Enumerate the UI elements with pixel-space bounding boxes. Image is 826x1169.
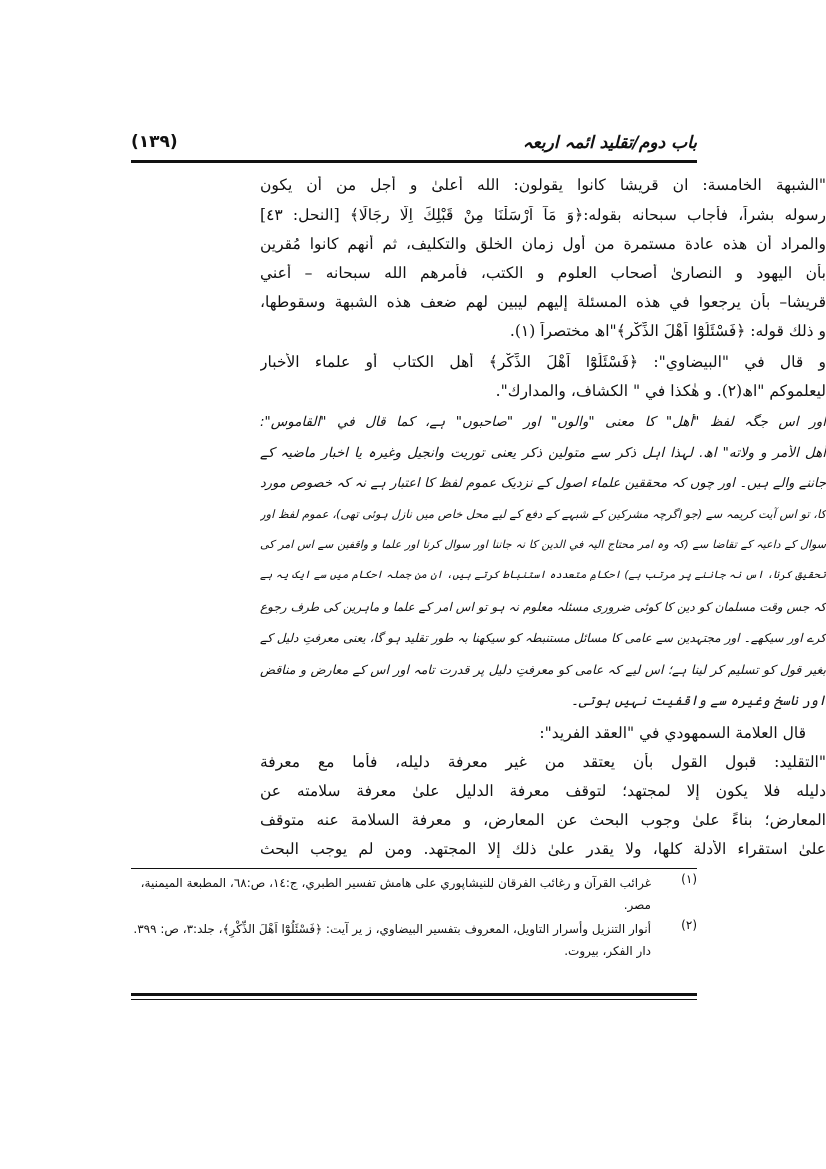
text-line: رسوله بشراً، فأجاب سبحانه بقوله:﴿وَ مَآ اَرْسَلْنَا مِنْ قَبْلِكَ اِلَّا رِجَالًا﴾ [النحل: ٤٣] — [260, 206, 826, 224]
text-line: بأن اليهود و النصارىٰ أصحاب العلوم و الكتب، فأمرهم الله سبحانه – أعني — [260, 264, 826, 282]
chapter-title: باب دوم/تقلید ائمہ اربعہ — [522, 133, 697, 153]
text-line: دليله فلا يكون إلا لمجتهد؛ لتوقف معرفة الدليل علىٰ معرفة سلامته عن — [260, 782, 826, 800]
text-line: أهل الأمر و ولاته" اھ. لہذا اہل ذکر سے متولین ذکر یعنی توریت وانجیل وغیرہ یا اخبار ماضیہ کے — [260, 445, 826, 461]
footnote-number: (٢) — [681, 918, 697, 932]
text-line: و قال في "البيضاوي": ﴿فَسْئَلُوْٓا اَهْلَ الذِّكْرِ﴾ أهل الكتاب أو علماء الأخبار — [260, 353, 826, 371]
text-line: بغیر قول کو تسلیم کر لینا ہے؛ اس لیے کہ عامی کو معرفتِ دلیل پر قدرت تامہ اور اس کے معارض و مناقض — [260, 662, 826, 677]
page-header — [131, 130, 697, 158]
footer-rule-thick — [131, 993, 697, 996]
text-line: کہ جس وقت مسلمان کو دین کا کوئی ضروری مسئلہ معلوم نہ ہو تو اس امر کے علما و ماہرین کی طرف رجوع — [260, 600, 826, 614]
text-line: ليعلموكم "اھ(٢). و هٰكذا في " الكشاف، والمدارك". — [495, 382, 826, 400]
footer-rule-thin — [131, 999, 697, 1000]
text-line: المعارض؛ بناءً علىٰ وجوب البحث عن المعارض، و معرفة السلامة عنه متوقف — [260, 811, 826, 829]
text-line: سوال کے داعیہ کے تقاضا سے (کہ وہ امر محتاج الیہ في الدین کا نہ جاننا اور سوال کرنا اور علما و واقفین سے اس امر کی — [260, 538, 826, 551]
footnote-text: أنوار التنزيل وأسرار التاويل، المعروف بتفسير البيضاوي، ز ير آيت: ﴿فَسْئَلُوْٓا اَهْلَ الذِّكْرِ﴾، جلد:٣، ص: ٣٩٩. دار الفكر، بيروت. — [133, 922, 651, 958]
text-line: قريشا– بأن يرجعوا في هذه المسئلة إليهم ليبين لهم ضعف هذه الشبهة وسقوطها، — [260, 293, 826, 311]
footnote — [131, 918, 697, 962]
text-line: کا، تو اس آیت کریمہ سے (جو اگرچہ مشرکین کے شبہے کے دفع کے لیے محل خاص میں نازل ہوئی تھی)، عموم لفظ اور — [260, 507, 826, 521]
text-line: اور اس جگہ لفظ "أهل" کا معنی "والوں" اور "صاحبوں" ہے، کما قال في "القاموس": — [260, 414, 826, 430]
text-line: "الشبهة الخامسة: ان قريشا كانوا يقولون: الله أعلىٰ و أجل من أن يكون — [260, 176, 826, 194]
footnote-number: (١) — [681, 872, 697, 886]
text-baseline-rule — [131, 868, 697, 869]
footnote — [131, 872, 697, 916]
text-line: کرے اور سیکھے۔ اور مجتہدین سے عامی کا مسائل مستنبطہ کو سیکھنا بہ طور تقلید ہو گا، یعنی معرفتِ دلیل کے — [260, 631, 826, 645]
text-line: جاننے والے ہیں۔ اور چوں کہ محققین علماء اصول کے نزدیک عموم لفظ کا اعتبار ہے نہ کہ خصوص مورد — [260, 476, 826, 491]
text-line: اور ناسخ وغیرہ سے واقفیت نہیں ہوتی۔ — [570, 693, 826, 709]
text-line: والمراد أن هذه عادة مستمرة من أول زمان الخلق والتكليف، ثم أنهم كانوا مُقرين — [260, 235, 826, 253]
page-number: (۱۳۹) — [131, 132, 178, 152]
text-line: "التقليد: قبول القول بأن يعتقد من غير معرفة دليله، فأما مع معرفة — [260, 753, 826, 771]
footnote-text: غرائب القرآن و رغائب الفرقان للنيشاپوري على هامش تفسير الطبري، ج:١٤، ص:٦٨، المطبعة الميمنية، مصر. — [140, 876, 651, 912]
text-line: تحقیق کرنا، اس نہ جاننے پر مرتب ہے) احکامِ متعددہ استنباط کرتے ہیں، ان من جملہ احکام میں سے ایک یہ ہے — [260, 569, 826, 581]
text-line: و ذلك قوله: ﴿فَسْئَلُوْٓا اَهْلَ الذِّكْرِ﴾"اھ مختصراً (١). — [509, 322, 826, 340]
header-rule — [131, 160, 697, 163]
text-line: قال العلامة السمهودي في "العقد الفريد": — [539, 724, 806, 742]
text-line: علىٰ استقراء الأدلة كلها، ولا يقدر علىٰ ذلك إلا المجتهد. ومن لم يوجب البحث — [260, 840, 826, 858]
